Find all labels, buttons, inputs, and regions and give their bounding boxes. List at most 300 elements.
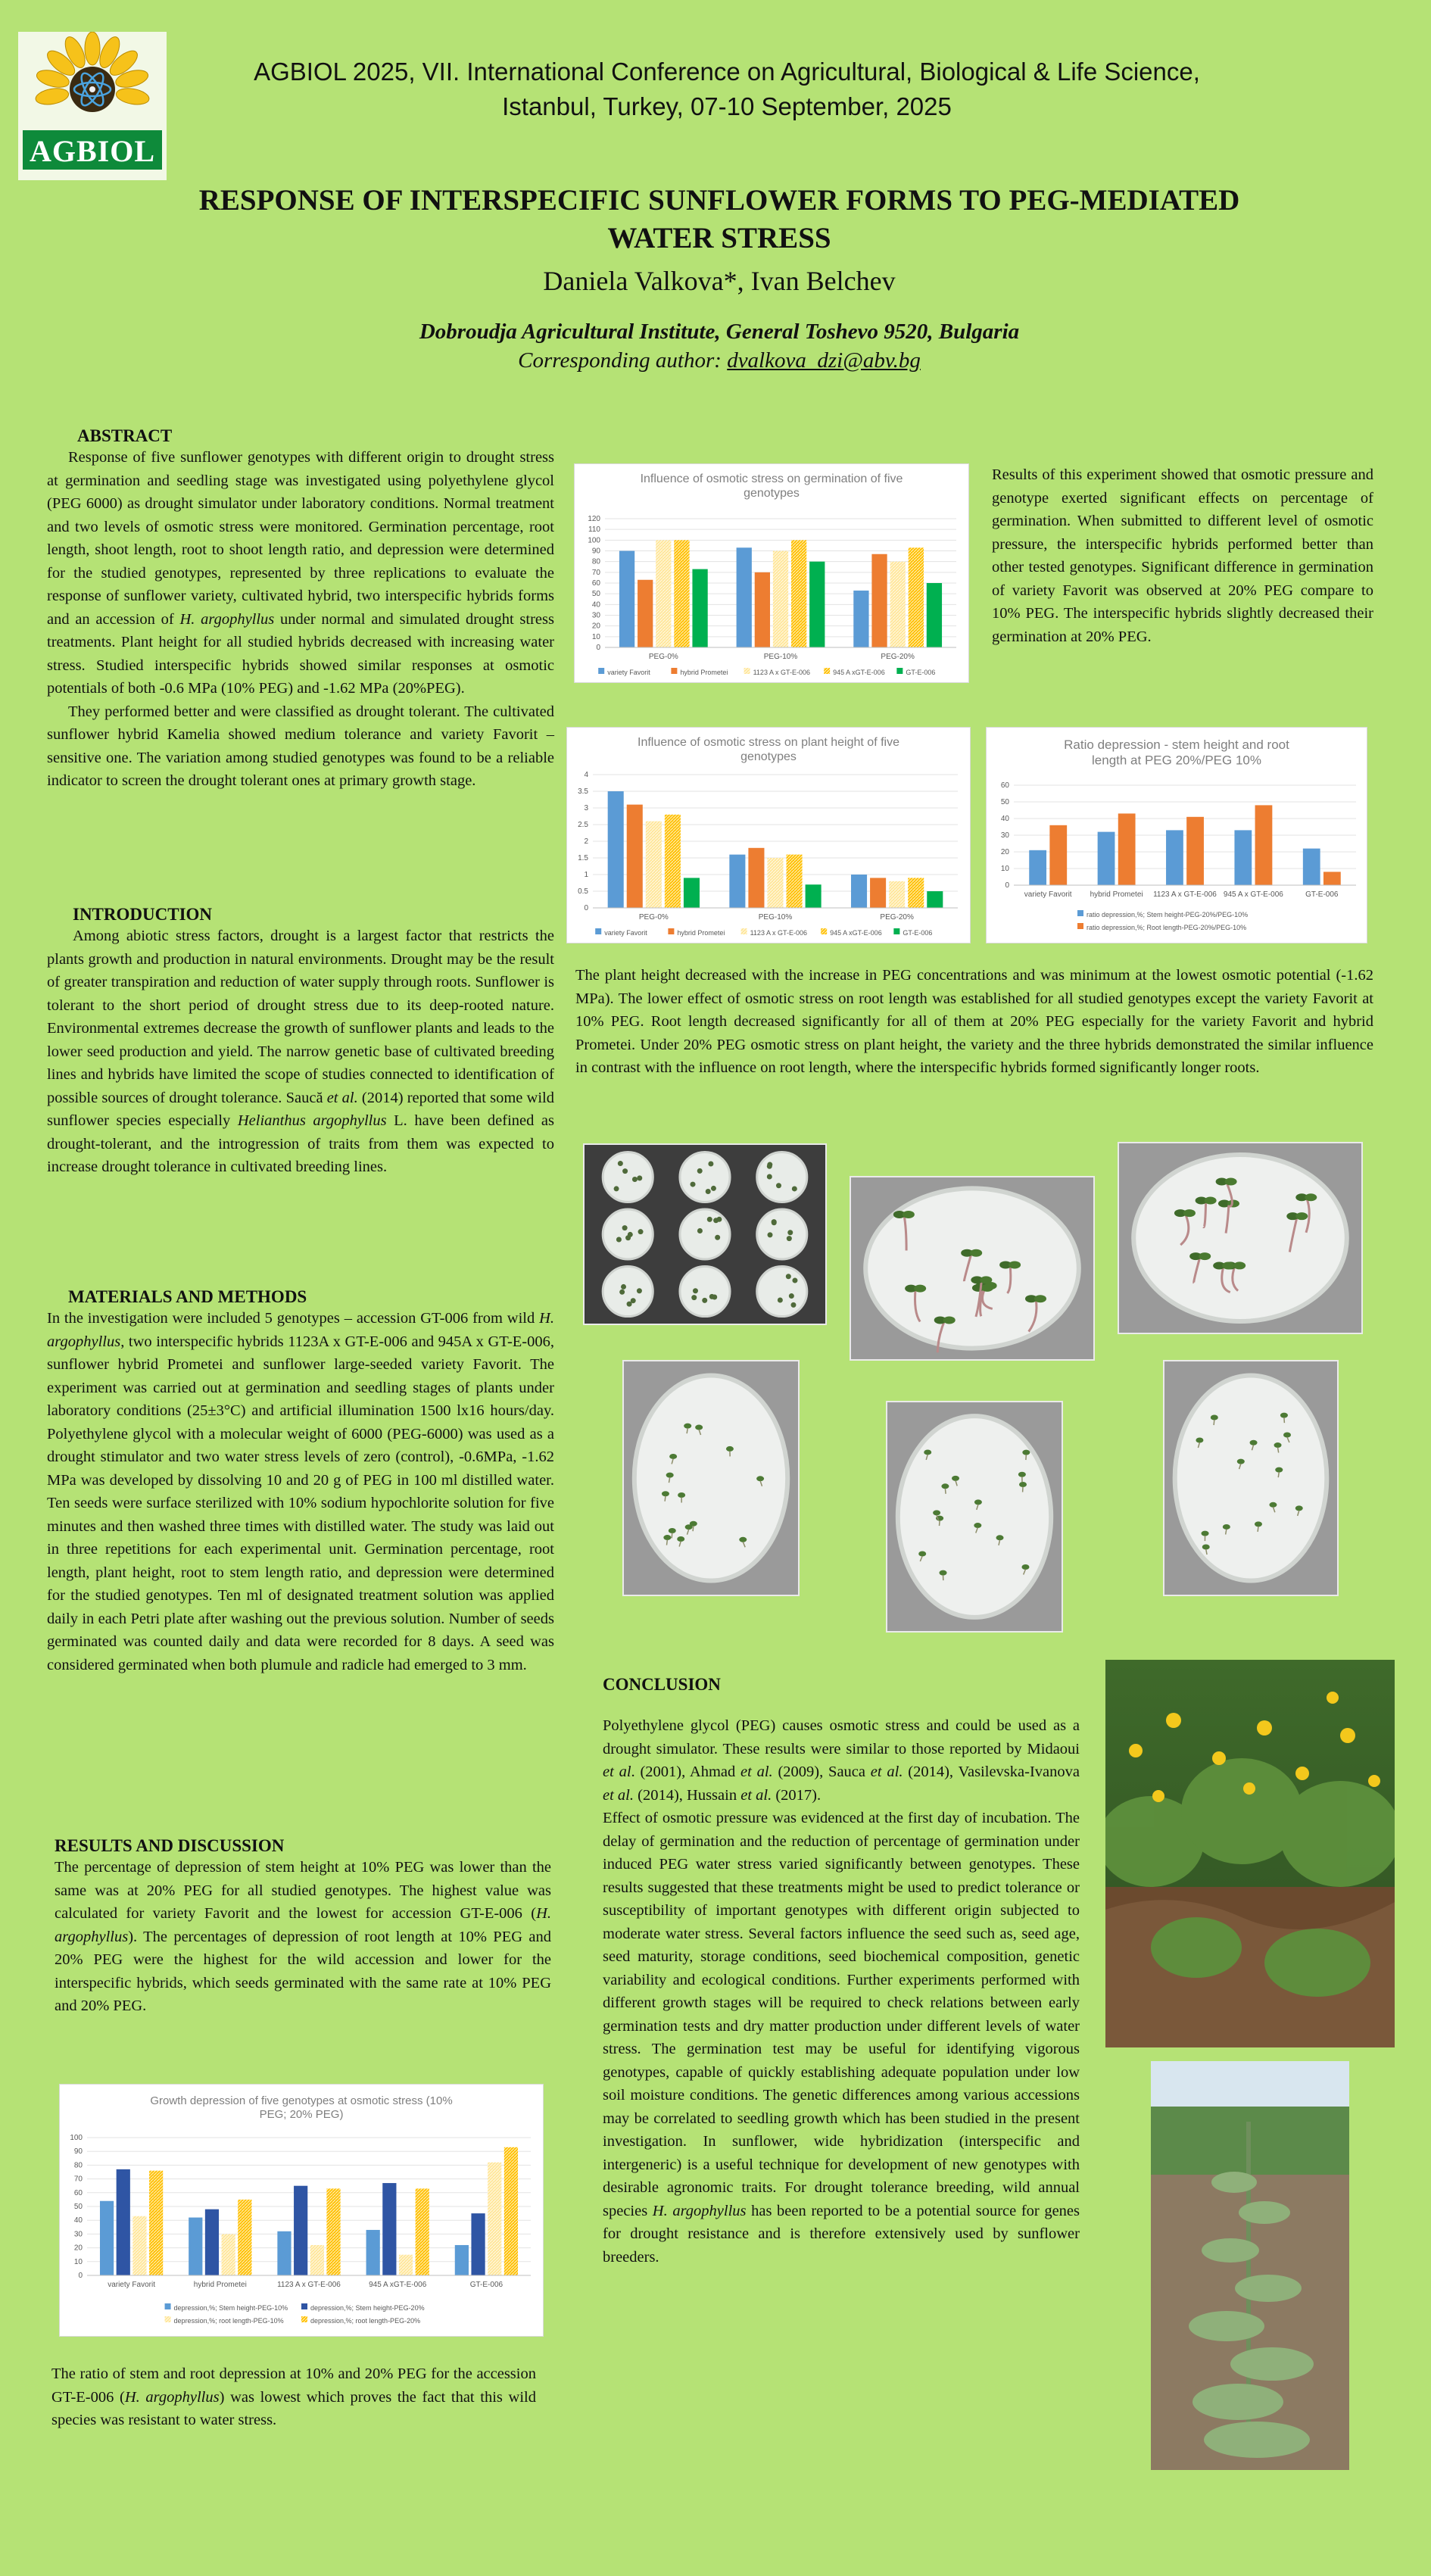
- methods-species: H. argophyllus: [47, 1310, 554, 1350]
- height-y-tick-label: 4: [584, 771, 588, 779]
- sprout: [1196, 1437, 1203, 1442]
- germination-bar: [853, 591, 868, 647]
- sprout-stem: [693, 1526, 694, 1531]
- depression-y-tick-label: 20: [73, 2244, 83, 2253]
- conference-title: [182, 55, 1272, 124]
- seedling: [637, 1288, 642, 1293]
- sprout: [1275, 1467, 1283, 1473]
- height-bar: [908, 878, 924, 908]
- logo-text: AGBIOL: [29, 134, 156, 168]
- petri-dish: [680, 1152, 730, 1202]
- ratio-title: length at PEG 20%/PEG 10%: [1092, 753, 1261, 768]
- corresponding-author: [182, 348, 1257, 373]
- germination-y-tick-label: 120: [588, 515, 600, 523]
- petri-photo-svg: [624, 1361, 798, 1595]
- sprout: [1269, 1502, 1277, 1508]
- sprout-stem: [665, 1496, 666, 1502]
- ratio-species: H. argophyllus: [124, 2388, 220, 2406]
- methods-section: [47, 1287, 554, 1676]
- germination-y-tick-label: 40: [591, 600, 600, 610]
- depression-bar: [504, 2147, 518, 2275]
- height-legend-label: hybrid Prometei: [677, 929, 725, 937]
- height-legend-label: GT-E-006: [903, 929, 933, 937]
- petri-photo-svg: [1119, 1143, 1361, 1333]
- seedling: [707, 1217, 712, 1222]
- height-bar: [787, 855, 803, 908]
- ratio-y-tick-label: 0: [1005, 881, 1009, 890]
- plant-height-chart: [566, 727, 971, 943]
- argophyllus-plant-photo: [1151, 2061, 1349, 2470]
- results-heading: RESULTS AND DISCUSSION: [55, 1836, 285, 1855]
- height-bar: [767, 858, 783, 908]
- depression-category-label: variety Favorit: [108, 2281, 155, 2289]
- seedling-leaf: [1295, 1212, 1308, 1220]
- germination-results-paragraph: Results of this experiment showed that osmotic pressure and genotype exerted significant effects on percentage of germination. When submitted to different level of osmotic pressure, the interspecific hybrids performed better than other tested genotypes. Significant difference in germination of variety Favorit was observed at 20% PEG compare to 10% PEG. The interspecific hybrids slightly decreased their germination at 20% PEG.: [992, 466, 1373, 645]
- conclusion-paragraph-2: [603, 1807, 1080, 2269]
- seedling: [790, 1302, 796, 1308]
- sprout: [685, 1524, 693, 1530]
- results-species: H. argophyllus: [55, 1905, 551, 1945]
- sprout: [940, 1570, 947, 1576]
- height-y-tick-label: 1.5: [578, 854, 588, 862]
- height-legend-swatch: [668, 928, 674, 934]
- petri-photo-svg: [887, 1402, 1062, 1631]
- seedling: [697, 1168, 703, 1174]
- depression-bar: [205, 2210, 219, 2275]
- abstract-heading: ABSTRACT: [77, 426, 173, 445]
- germination-bar: [791, 540, 806, 647]
- institution: Dobroudja Agricultural Institute, General Toshevo 9520, Bulgaria: [419, 320, 1020, 344]
- seedling-leaf: [1222, 1261, 1234, 1269]
- petri-photo-svg: [851, 1177, 1093, 1359]
- petri-dish-photo-6: [1163, 1360, 1339, 1596]
- height-legend-swatch: [893, 928, 899, 934]
- germination-y-tick-label: 60: [591, 579, 600, 588]
- depression-bar: [294, 2186, 307, 2275]
- height-bar: [665, 815, 681, 908]
- depression-legend-label: depression,%; root length-PEG-20%: [310, 2317, 421, 2325]
- depression-bar: [310, 2245, 324, 2275]
- seedling-leaf: [903, 1211, 915, 1218]
- sprout-stem: [666, 1540, 667, 1545]
- plant-height-results: [575, 964, 1373, 1080]
- abstract-paragraph-1: [47, 446, 554, 700]
- ratio-category-label: 945 A x GT-E-006: [1223, 890, 1283, 899]
- height-bar: [851, 875, 867, 908]
- depression-bar: [189, 2218, 202, 2275]
- conclusion-italic: et al.: [603, 1786, 634, 1804]
- height-legend-label: 1123 A x GT-E-006: [750, 929, 807, 937]
- germination-y-tick-label: 50: [591, 590, 600, 599]
- sprout-stem: [1278, 1472, 1279, 1477]
- seedling: [614, 1186, 619, 1191]
- germination-y-tick-label: 70: [591, 568, 600, 577]
- petri-dish-photo-2: [850, 1176, 1095, 1361]
- conclusion-italic: et al.: [740, 1764, 773, 1780]
- depression-legend-label: depression,%; Stem height-PEG-10%: [173, 2304, 288, 2312]
- sprout: [1237, 1459, 1245, 1464]
- seedling: [697, 1228, 703, 1233]
- seedling: [693, 1288, 698, 1293]
- seedling: [787, 1230, 793, 1235]
- seedling: [622, 1225, 628, 1230]
- seedling: [767, 1162, 772, 1168]
- ratio-category-label: 1123 A x GT-E-006: [1153, 890, 1217, 899]
- seedling: [691, 1182, 696, 1187]
- seedling-leaf: [943, 1316, 956, 1324]
- height-legend-swatch: [741, 928, 747, 934]
- sprout: [1019, 1482, 1027, 1487]
- ratio-bar: [1323, 872, 1341, 885]
- sprout: [1274, 1442, 1282, 1448]
- depression-bar: [366, 2230, 380, 2275]
- germination-legend-label: hybrid Prometei: [680, 669, 728, 676]
- height-bar: [748, 848, 764, 908]
- seedling: [619, 1290, 625, 1295]
- conference-line-1: AGBIOL 2025, VII. International Conference on Agricultural, Biological & Life Science,: [254, 58, 1200, 86]
- height-bar: [729, 855, 745, 908]
- height-title: Influence of osmotic stress on plant height of five: [638, 736, 899, 749]
- ratio-y-tick-label: 10: [1000, 865, 1009, 873]
- germination-legend-label: 1123 A x GT-E-006: [753, 669, 810, 676]
- height-y-tick-label: 1: [584, 871, 588, 879]
- conclusion-text: (2014), Vasilevska-Ivanova: [903, 1764, 1080, 1780]
- ratio-bar: [1118, 813, 1136, 885]
- height-bar: [870, 878, 886, 908]
- germination-category-label: PEG-0%: [648, 653, 678, 661]
- ratio-category-label: variety Favorit: [1024, 890, 1072, 899]
- depression-category-label: 1123 A x GT-E-006: [277, 2281, 341, 2289]
- depression-bar: [222, 2234, 235, 2275]
- sprout: [677, 1536, 684, 1542]
- depression-y-tick-label: 60: [73, 2188, 83, 2197]
- depression-chart: [59, 2084, 544, 2337]
- sprout: [678, 1492, 685, 1498]
- germination-category-label: PEG-20%: [881, 653, 915, 661]
- petri-photo-svg: [1164, 1361, 1337, 1595]
- seedling: [786, 1274, 791, 1279]
- petri-dish: [757, 1152, 807, 1202]
- sprout: [1250, 1440, 1258, 1445]
- germination-legend-swatch: [824, 668, 830, 674]
- ratio-bar: [1029, 850, 1046, 885]
- sprout: [756, 1476, 764, 1481]
- seedling: [618, 1161, 623, 1166]
- petri-dish: [1133, 1155, 1347, 1321]
- sprout: [1202, 1544, 1210, 1549]
- sprout: [941, 1483, 949, 1489]
- seedling: [621, 1284, 626, 1290]
- introduction-heading: INTRODUCTION: [73, 905, 213, 924]
- ratio-bar: [1234, 830, 1252, 885]
- depression-legend-label: depression,%; Stem height-PEG-20%: [310, 2304, 425, 2312]
- ratio-legend-label: ratio depression,%; Root length-PEG-20%/PEG-10%: [1086, 924, 1247, 931]
- conference-line-2: Istanbul, Turkey, 07-10 September, 2025: [502, 92, 952, 120]
- sprout: [726, 1446, 734, 1452]
- seedling-leaf: [981, 1284, 993, 1292]
- corresponding-email[interactable]: dvalkova_dzi@abv.bg: [727, 348, 921, 373]
- height-legend-label: 945 A xGT-E-006: [830, 929, 882, 937]
- height-bar: [806, 884, 822, 908]
- petri-dish-photo-4: [622, 1360, 800, 1596]
- sprout: [1021, 1564, 1029, 1570]
- depression-bar: [488, 2163, 501, 2275]
- depression-title: Growth depression of five genotypes at osmotic stress (10%: [150, 2094, 453, 2107]
- petri-dish: [898, 1416, 1051, 1617]
- sprout: [1202, 1531, 1209, 1536]
- germination-y-tick-label: 80: [591, 557, 600, 566]
- methods-text: In the investigation were included 5 genotypes – accession GT-006 from wild: [47, 1310, 540, 1327]
- seedling: [708, 1161, 713, 1166]
- petri-dish-photo-1: [583, 1143, 827, 1325]
- ratio-category-label: hybrid Prometei: [1090, 890, 1143, 899]
- conclusion-italic: et al.: [870, 1764, 903, 1780]
- seedling: [631, 1298, 636, 1303]
- depression-bar: [471, 2213, 485, 2275]
- depression-bar: [455, 2245, 469, 2275]
- germination-chart: [574, 463, 969, 683]
- seedling-leaf: [1034, 1295, 1046, 1302]
- depression-bar: [277, 2231, 291, 2275]
- depression-bar: [149, 2171, 163, 2275]
- sprout: [933, 1510, 940, 1515]
- ratio-text: The ratio of stem and root depression at 10% and 20% PEG for the accession GT-E-006 (: [51, 2365, 536, 2406]
- ratio-bar: [1255, 805, 1273, 885]
- abstract-text: Response of five sunflower genotypes with different origin to drought stress at germination and seedling stage was investigated using polyethylene glycol (PEG 6000) as drought simulator under laboratory conditions. Normal treatment and two levels of osmotic stress were monitored. Germination percentage, root length, shoot length, root to shoot length ratio, and depression were determined for the studied genotypes, represented by three replications to evaluate the response of sunflower variety, cultivated hybrid, two interspecific hybrids forms and an accession of: [47, 449, 554, 628]
- height-bar: [684, 878, 700, 908]
- seedling-leaf: [980, 1276, 992, 1283]
- germination-bar: [809, 562, 825, 647]
- seedling: [772, 1220, 777, 1225]
- petri-dish: [757, 1209, 807, 1259]
- germination-title: Influence of osmotic stress on germination of five: [640, 472, 903, 485]
- conclusion-text: (2009), Sauca: [772, 1764, 871, 1780]
- germination-y-tick-label: 110: [588, 525, 600, 535]
- depression-y-tick-label: 40: [73, 2216, 83, 2225]
- sprout: [1280, 1413, 1288, 1418]
- seedling: [767, 1174, 772, 1180]
- depression-bar: [238, 2200, 251, 2275]
- depression-y-tick-label: 80: [73, 2161, 83, 2170]
- depression-svg: [60, 2085, 543, 2336]
- petri-dish: [603, 1266, 653, 1316]
- conclusion-text: (2017).: [772, 1786, 822, 1804]
- germination-svg: [575, 464, 968, 682]
- germination-bar: [656, 540, 671, 647]
- depression-y-tick-label: 70: [73, 2175, 83, 2184]
- germination-bar: [619, 551, 634, 648]
- height-legend-swatch: [595, 928, 601, 934]
- height-bar: [627, 805, 643, 908]
- ratio-bar: [1186, 817, 1204, 885]
- sprout: [952, 1476, 959, 1481]
- sprout: [924, 1449, 931, 1455]
- ratio-summary: [51, 2362, 536, 2432]
- depression-bar: [117, 2169, 130, 2275]
- depression-bar: [399, 2255, 413, 2275]
- seedling: [702, 1298, 707, 1303]
- seedling-leaf: [1305, 1193, 1317, 1201]
- sprout: [1022, 1450, 1030, 1455]
- seedling: [711, 1186, 716, 1191]
- germination-legend-swatch: [896, 668, 903, 674]
- germination-y-tick-label: 20: [591, 622, 600, 631]
- ratio-y-tick-label: 60: [1000, 781, 1009, 790]
- seedling-leaf: [1205, 1196, 1217, 1204]
- seedling: [715, 1235, 720, 1240]
- ratio-depression-chart: [986, 727, 1367, 943]
- depression-bar: [326, 2188, 340, 2275]
- intro-species: Helianthus argophyllus: [237, 1112, 387, 1129]
- results-section: [55, 1836, 551, 2018]
- sprout: [662, 1491, 669, 1496]
- conclusion-paragraph-1: [603, 1714, 1080, 1807]
- germination-title: genotypes: [744, 487, 800, 501]
- ratio-title: Ratio depression - stem height and root: [1064, 738, 1289, 752]
- seedling: [789, 1293, 794, 1299]
- ratio-summary-paragraph: [51, 2362, 536, 2432]
- seedling: [768, 1232, 773, 1237]
- height-y-tick-label: 0: [584, 904, 588, 912]
- depression-legend-label: depression,%; root length-PEG-10%: [173, 2317, 284, 2325]
- germination-bar: [674, 540, 689, 647]
- petri-dish: [634, 1375, 787, 1580]
- sprout: [1018, 1472, 1026, 1477]
- germination-legend-label: 945 A xGT-E-006: [833, 669, 885, 676]
- petri-dish: [680, 1266, 730, 1316]
- ratio-legend-swatch: [1077, 910, 1083, 916]
- depression-category-label: GT-E-006: [469, 2281, 504, 2289]
- petri-dish: [603, 1152, 653, 1202]
- seedling: [792, 1278, 797, 1283]
- intro-text: (2014) reported that some wild sunflower species especially: [47, 1089, 554, 1129]
- results-text: The percentage of depression of stem height at 10% PEG was lower than the same was at 20% PEG for all studied genotypes. The highest value was calculated for variety Favorit and the lowest for accession GT-E-006 (: [55, 1859, 551, 1922]
- petri-dish: [1175, 1375, 1327, 1580]
- ratio-bar: [1303, 849, 1320, 885]
- germination-legend-swatch: [671, 668, 677, 674]
- sprout: [1283, 1433, 1291, 1438]
- abstract-species: H. argophyllus: [179, 610, 275, 628]
- seedling-leaf: [970, 1249, 982, 1257]
- ratio-y-tick-label: 20: [1000, 848, 1009, 856]
- sprout: [974, 1523, 981, 1528]
- seedling-leaf: [1009, 1261, 1021, 1268]
- germination-bar: [755, 572, 770, 647]
- germination-bar: [871, 554, 887, 647]
- depression-bar: [132, 2216, 146, 2275]
- seedling: [792, 1186, 797, 1191]
- germination-bar: [890, 562, 906, 647]
- height-bar: [608, 791, 624, 908]
- petri-photo-svg: [585, 1145, 825, 1324]
- ratio-y-tick-label: 50: [1000, 798, 1009, 806]
- sunflower-field-photo: [1105, 1660, 1395, 2047]
- germination-bar: [773, 551, 788, 648]
- depression-bar: [416, 2188, 429, 2275]
- seedling: [691, 1295, 697, 1300]
- height-category-label: PEG-0%: [638, 913, 669, 922]
- plant-height-results-paragraph: The plant height decreased with the increase in PEG concentrations and was minimum at the lowest osmotic potential (-1.62 MPa). The lower effect of osmotic stress on root length was established for all studied genotypes except the variety Favorit at 10% PEG. Root length decreased significantly for all of them at 20% PEG especially for the variety Favorit and hybrid Prometei. Under 20% PEG osmotic stress on plant height, the variety and the three hybrids demonstrated the similar influence in contrast with the influence on root length, where the interspecific hybrids formed significantly longer roots.: [575, 967, 1373, 1076]
- germination-bar: [737, 547, 752, 647]
- germination-y-tick-label: 30: [591, 611, 600, 620]
- ratio-y-tick-label: 40: [1000, 815, 1009, 823]
- germination-legend-label: variety Favorit: [607, 669, 650, 676]
- sprout: [695, 1425, 703, 1430]
- height-category-label: PEG-20%: [880, 913, 914, 922]
- sprout: [996, 1535, 1004, 1540]
- depression-bar: [382, 2183, 396, 2275]
- petri-dish-photo-3: [1118, 1142, 1363, 1334]
- germination-bar: [909, 547, 924, 647]
- conclusion-text: (2014), Hussain: [634, 1786, 741, 1804]
- seedling-leaf: [1225, 1178, 1237, 1186]
- conclusion-italic: et al: [603, 1764, 631, 1780]
- depression-y-tick-label: 50: [73, 2203, 83, 2211]
- seedling: [616, 1237, 622, 1242]
- introduction-section: [47, 905, 554, 1179]
- sprout: [663, 1535, 671, 1540]
- seedling-leaf: [1233, 1261, 1246, 1269]
- conclusion-heading: CONCLUSION: [603, 1675, 721, 1694]
- seedling: [632, 1177, 638, 1182]
- depression-category-label: hybrid Prometei: [193, 2281, 247, 2289]
- germination-bar: [692, 569, 707, 647]
- results-text: ). The percentages of depression of root length at 10% PEG and 20% PEG were the highest for the wild accession and lower for the interspecific hybrids, which seeds germinated with the same rate at 10% PEG and 20% PEG.: [55, 1928, 551, 2014]
- intro-italic: et al.: [326, 1089, 358, 1106]
- authors: Daniela Valkova*, Ivan Belchev: [543, 266, 896, 296]
- germination-y-tick-label: 100: [588, 536, 600, 545]
- sprout: [739, 1537, 747, 1542]
- sprout: [1295, 1505, 1303, 1511]
- ratio-bar: [1049, 825, 1067, 885]
- seedling: [787, 1236, 792, 1241]
- germination-legend-swatch: [744, 668, 750, 674]
- paper-title: RESPONSE OF INTERSPECIFIC SUNFLOWER FORMS TO PEG-MEDIATED WATER STRESS: [198, 184, 1240, 254]
- height-legend-label: variety Favorit: [604, 929, 647, 937]
- sprout: [1223, 1524, 1230, 1530]
- conclusion-text: has been reported to be a potential source for genes for drought resistance and is therefore extensively used by sunflower breeders.: [603, 2202, 1080, 2266]
- conclusion-species: H. argophyllus: [652, 2202, 747, 2219]
- germination-y-tick-label: 90: [591, 547, 600, 556]
- seedling: [622, 1168, 628, 1174]
- height-category-label: PEG-10%: [758, 913, 793, 922]
- seedling: [628, 1232, 633, 1237]
- depression-legend-swatch: [165, 2303, 171, 2309]
- seedling: [709, 1294, 715, 1299]
- sprout: [684, 1424, 691, 1429]
- petri-dish: [680, 1209, 730, 1259]
- methods-heading: MATERIALS AND METHODS: [68, 1287, 307, 1306]
- seedling: [778, 1297, 783, 1302]
- depression-legend-swatch: [165, 2316, 171, 2322]
- sprout-stem: [945, 1489, 946, 1494]
- germination-results: [992, 463, 1373, 648]
- sprout: [1211, 1415, 1218, 1421]
- intro-text: Among abiotic stress factors, drought is a largest factor that restricts the plants growth and production in natural environments. Drought may be the result of greater transpiration and reduction of water supply through roots. Sunflower is tolerant to the short period of drought stress due to its deep-rooted nature. Environmental extremes decrease the growth of sunflower plants and leads to the lower seed production and yield. The narrow genetic base of cultivated breeding lines and hybrids have limited the scope of studies connected to identification of possible sources of drought tolerance. Saucă: [47, 928, 554, 1106]
- agbiol-logo: [18, 32, 167, 180]
- sprout: [918, 1552, 926, 1557]
- introduction-paragraph: [47, 925, 554, 1179]
- height-y-tick-label: 3: [584, 804, 588, 812]
- germination-legend-label: GT-E-006: [906, 669, 936, 676]
- germination-y-tick-label: 0: [596, 644, 600, 652]
- seedling-leaf: [914, 1285, 926, 1293]
- ratio-bar: [1098, 832, 1115, 885]
- ratio-svg: [987, 728, 1367, 943]
- ratio-category-label: GT-E-006: [1305, 890, 1339, 899]
- germination-category-label: PEG-10%: [763, 653, 798, 661]
- ratio-bar: [1166, 830, 1183, 885]
